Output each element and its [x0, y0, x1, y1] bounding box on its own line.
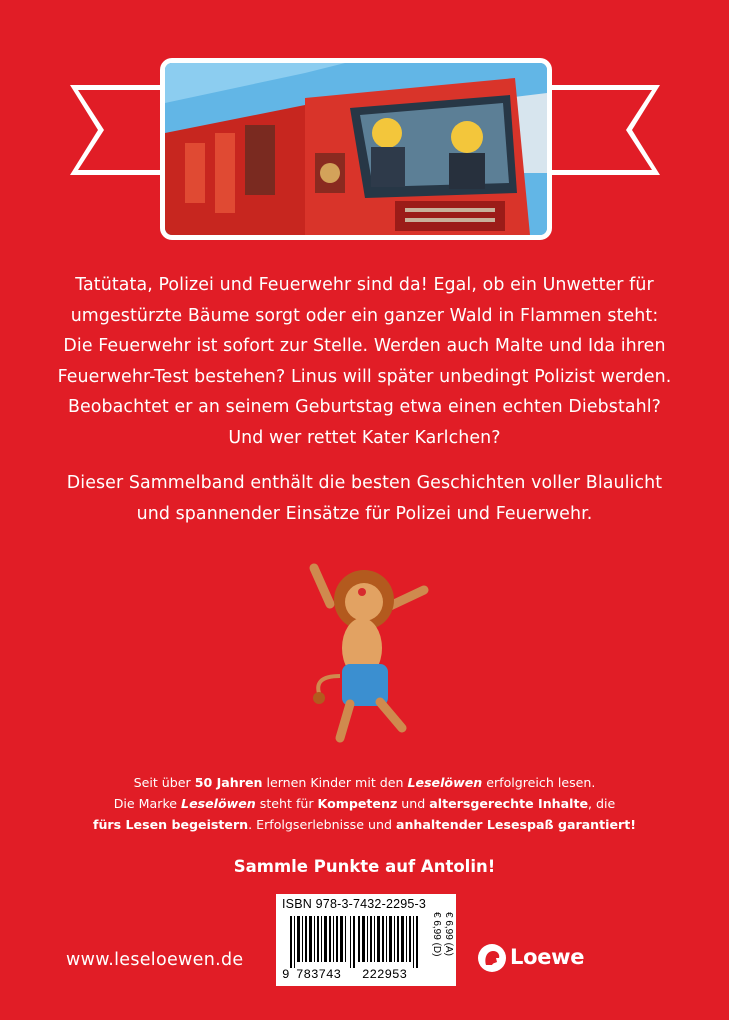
info-bold: altersgerechte Inhalte — [429, 796, 589, 811]
description-line: Die Feuerwehr ist sofort zur Stelle. Werden auch Malte und Ida ihren — [63, 336, 666, 356]
brand-info-text — [20, 772, 709, 835]
website-url[interactable]: www.leseloewen.de — [66, 950, 244, 970]
description-text — [40, 270, 689, 453]
description-line: Und wer rettet Kater Karlchen? — [228, 427, 501, 448]
isbn-barcode-box — [276, 894, 456, 986]
description-line: Feuerwehr-Test bestehen? Linus will später unbedingt Polizist werden. — [57, 366, 672, 387]
info-line — [20, 772, 709, 793]
info-line — [20, 793, 709, 814]
info-text: erfolgreich lesen. — [482, 775, 596, 790]
info-brand: Leselöwen — [407, 775, 483, 790]
info-bold: Kompetenz — [317, 796, 398, 811]
description-line: Beobachtet er an seinem Geburtstag etwa einen echten Diebstahl? — [67, 397, 662, 417]
barcode-digits-right: 222953 — [362, 968, 408, 982]
info-text: steht für — [255, 796, 318, 811]
info-text: , die — [588, 796, 616, 811]
antolin-callout — [0, 857, 729, 876]
info-text: . Erfolgserlebnisse und — [248, 817, 396, 832]
summary-line: und spannender Einsätze für Polizei und Feuerwehr. — [136, 503, 593, 524]
summary-text — [40, 468, 689, 529]
isbn-label: ISBN 978-3-7432-2295-3 — [282, 897, 427, 911]
barcode-digits-left: 783743 — [296, 968, 342, 982]
price-germany: € 6,99 (D) — [431, 912, 442, 957]
info-line — [20, 814, 709, 835]
publisher-logo-text: Loewe — [510, 945, 585, 969]
antolin-prefix: Sammle Punkte auf — [233, 857, 421, 876]
barcode — [282, 916, 426, 968]
info-bold: fürs Lesen begeistern — [92, 817, 249, 832]
info-bold: anhaltender Lesespaß garantiert! — [395, 817, 636, 832]
info-brand: Leselöwen — [181, 796, 256, 811]
info-text: lernen Kinder mit den — [262, 775, 408, 790]
lion-mascot-illustration — [292, 556, 442, 751]
description-line: umgestürzte Bäume sorgt oder ein ganzer Wald in Flammen steht: — [70, 305, 659, 326]
info-bold: 50 Jahren — [194, 775, 263, 790]
barcode-digit-first: 9 — [282, 968, 290, 982]
summary-line: Dieser Sammelband enthält die besten Geschichten voller Blaulicht — [66, 473, 663, 493]
fire-truck-illustration — [160, 58, 552, 240]
info-text: und — [397, 796, 430, 811]
info-text: Die Marke — [113, 796, 182, 811]
price-austria: € 6,99 (A) — [443, 912, 454, 956]
lion-head-icon — [478, 944, 506, 972]
description-line: Tatütata, Polizei und Feuerwehr sind da! Egal, ob ein Unwetter für — [75, 275, 654, 295]
antolin-name: Antolin! — [420, 857, 496, 876]
info-text: Seit über — [133, 775, 195, 790]
